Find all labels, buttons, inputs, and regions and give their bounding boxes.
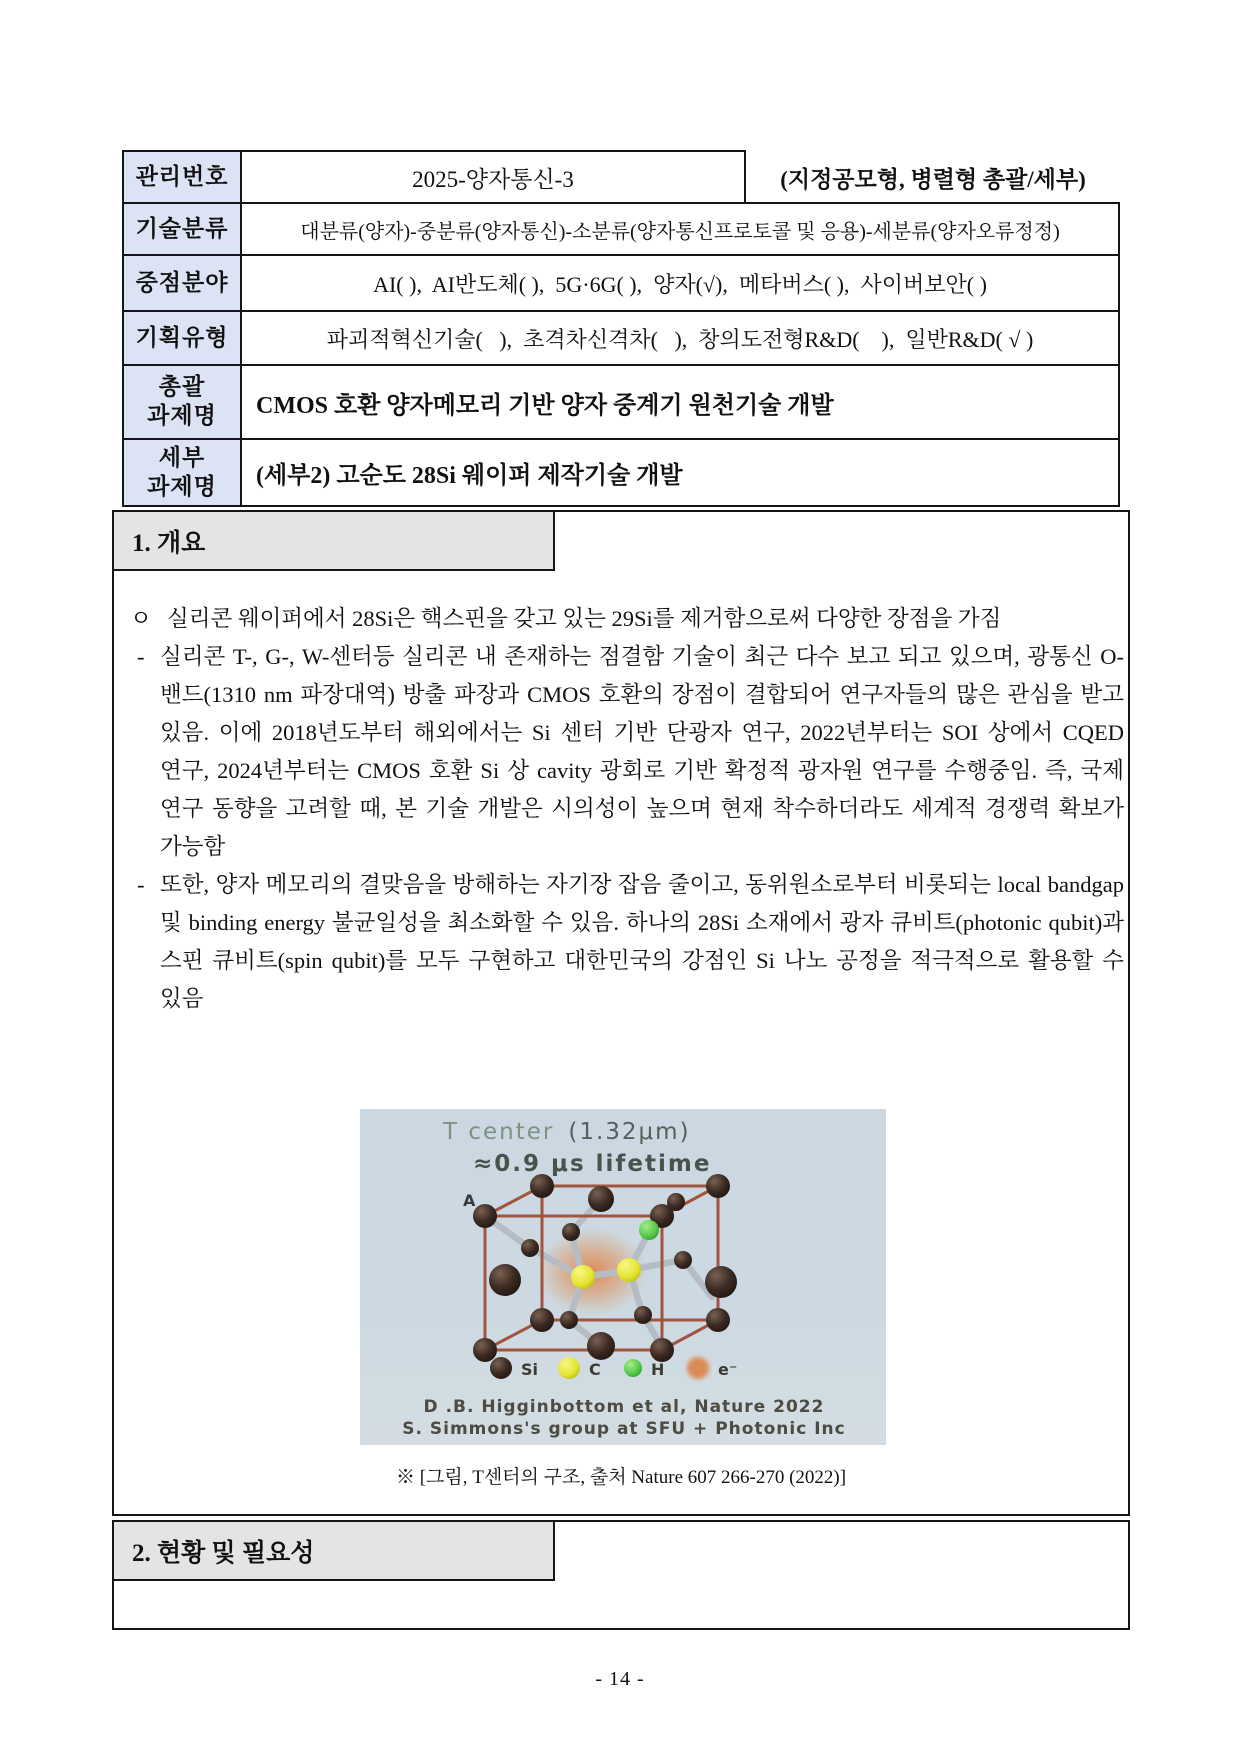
legend-electron-icon [687, 1357, 709, 1379]
focus-area-label: 중점분야 [122, 254, 242, 312]
overall-project-value: CMOS 호환 양자메모리 기반 양자 중계기 원천기술 개발 [240, 364, 1120, 440]
section1-header [112, 510, 555, 571]
section1-box [112, 510, 1130, 1516]
legend-h-label: H [651, 1360, 665, 1379]
figure-title [443, 1119, 691, 1145]
figure-panel-label: A [463, 1191, 476, 1210]
overview-text [130, 600, 1124, 1018]
management-number-label: 관리번호 [122, 150, 242, 204]
legend-c-label: C [589, 1360, 601, 1379]
management-number-value: 2025-양자통신-3 [240, 150, 746, 204]
row-overall-project [122, 364, 1120, 440]
page-number: - 14 - [595, 1668, 645, 1690]
section1-title: 1. 개요 [132, 529, 206, 557]
sub-project-label [122, 438, 242, 507]
figure-caption: ※ [그림, T센터의 구조, 출처 Nature 607 266-270 (2022)] [395, 1467, 847, 1488]
contest-type-note: (지정공모형, 병렬형 총괄/세부) [780, 166, 1086, 192]
circle-bullet: ㅇ [130, 606, 152, 631]
section2-title: 2. 현황 및 필요성 [132, 1539, 315, 1567]
dash-bullet: - [137, 872, 145, 897]
legend-h-icon [624, 1359, 642, 1377]
legend-c-icon [558, 1357, 580, 1379]
legend-si-icon [490, 1357, 512, 1379]
figure-lifetime: ≈0.9 μs lifetime [473, 1151, 712, 1177]
bullet-paragraph-1 [130, 600, 1124, 638]
figure-credit-line1: D .B. Higginbottom et al, Nature 2022 [423, 1397, 825, 1417]
row-sub-project [122, 438, 1120, 507]
figure-legend [490, 1357, 737, 1379]
row-management-number [122, 150, 1120, 204]
overall-project-label [122, 364, 242, 440]
figure-credits [402, 1397, 845, 1439]
legend-electron-label: e⁻ [718, 1360, 738, 1379]
section2-box [112, 1520, 1130, 1630]
section2-header [112, 1520, 555, 1581]
bullet-paragraph-2 [137, 638, 1124, 866]
figure-credit-line2: S. Simmons's group at SFU + Photonic Inc [402, 1419, 846, 1439]
t-center-figure [360, 1109, 886, 1445]
row-planning-type [122, 310, 1120, 366]
row-tech-classification [122, 202, 1120, 256]
tech-classification-value: 대분류(양자)-중분류(양자통신)-소분류(양자통신프로토콜 및 응용)-세분류(양자오류정정) [240, 202, 1120, 256]
hydrogen-atom [639, 1220, 659, 1240]
header-table [122, 150, 1120, 507]
paragraph-1-text: 실리콘 웨이퍼에서 28Si은 핵스핀을 갖고 있는 29Si를 제거함으로써 다양한 장점을 가짐 [167, 606, 1002, 631]
bullet-paragraph-3 [137, 866, 1124, 1018]
figure-title-wavelength: (1.32μm) [568, 1119, 691, 1145]
overall-project-label-line2: 과제명 [147, 403, 217, 428]
paragraph-2-text: 실리콘 T-, G-, W-센터등 실리콘 내 존재하는 점결함 기술이 최근 다수 보고 되고 있으며, 광통신 O-밴드(1310 nm 파장대역) 방출 파장과 CMOS 호환의 장점이 결합되어 연구자들의 많은 관심을 받고 있음. 이에 2018년도부터 해외에서는 Si 센터 기반 단광자 연구, 2022년부터는 SOI 상에서 CQED 연구, 2024년부터는 CMOS 호환 Si 상 cavity 광회로 기반 확정적 광자원 연구를 수행중임. 즉, 국제 연구 동향을 고려할 때, 본 기술 개발은 시의성이 높으며 현재 착수하더라도 세계적 경쟁력 확보가 가능함 [160, 644, 1124, 859]
planning-type-label: 기획유형 [122, 310, 242, 366]
paragraph-3-text: 또한, 양자 메모리의 결맞음을 방해하는 자기장 잡음 줄이고, 동위원소로부터 비롯되는 local bandgap 및 binding energy 불균일성을 최소화할 수 있음. 하나의 28Si 소재에서 광자 큐비트(photonic qubit)과 스핀 큐비트(spin qubit)를 모두 구현하고 대한민국의 강점인 Si 나노 공정을 적극적으로 활용할 수 있음 [160, 872, 1124, 1011]
sub-project-label-line1: 세부 [158, 444, 206, 470]
planning-type-value: 파괴적혁신기술( ), 초격차신격차( ), 창의도전형R&D( ), 일반R&D( √ ) [240, 310, 1120, 366]
figure-title-main: T center [443, 1119, 555, 1145]
sub-project-label-line2: 과제명 [147, 473, 217, 499]
tech-classification-label: 기술분류 [122, 202, 242, 256]
focus-area-value: AI( ), AI반도체( ), 5G·6G( ), 양자(√), 메타버스( ), 사이버보안( ) [240, 254, 1120, 312]
overall-project-label-line1: 총괄 [158, 374, 206, 400]
row-focus-area [122, 254, 1120, 312]
sub-project-value: (세부2) 고순도 28Si 웨이퍼 제작기술 개발 [240, 438, 1120, 507]
legend-si-label: Si [521, 1360, 539, 1379]
dash-bullet: - [137, 644, 145, 669]
